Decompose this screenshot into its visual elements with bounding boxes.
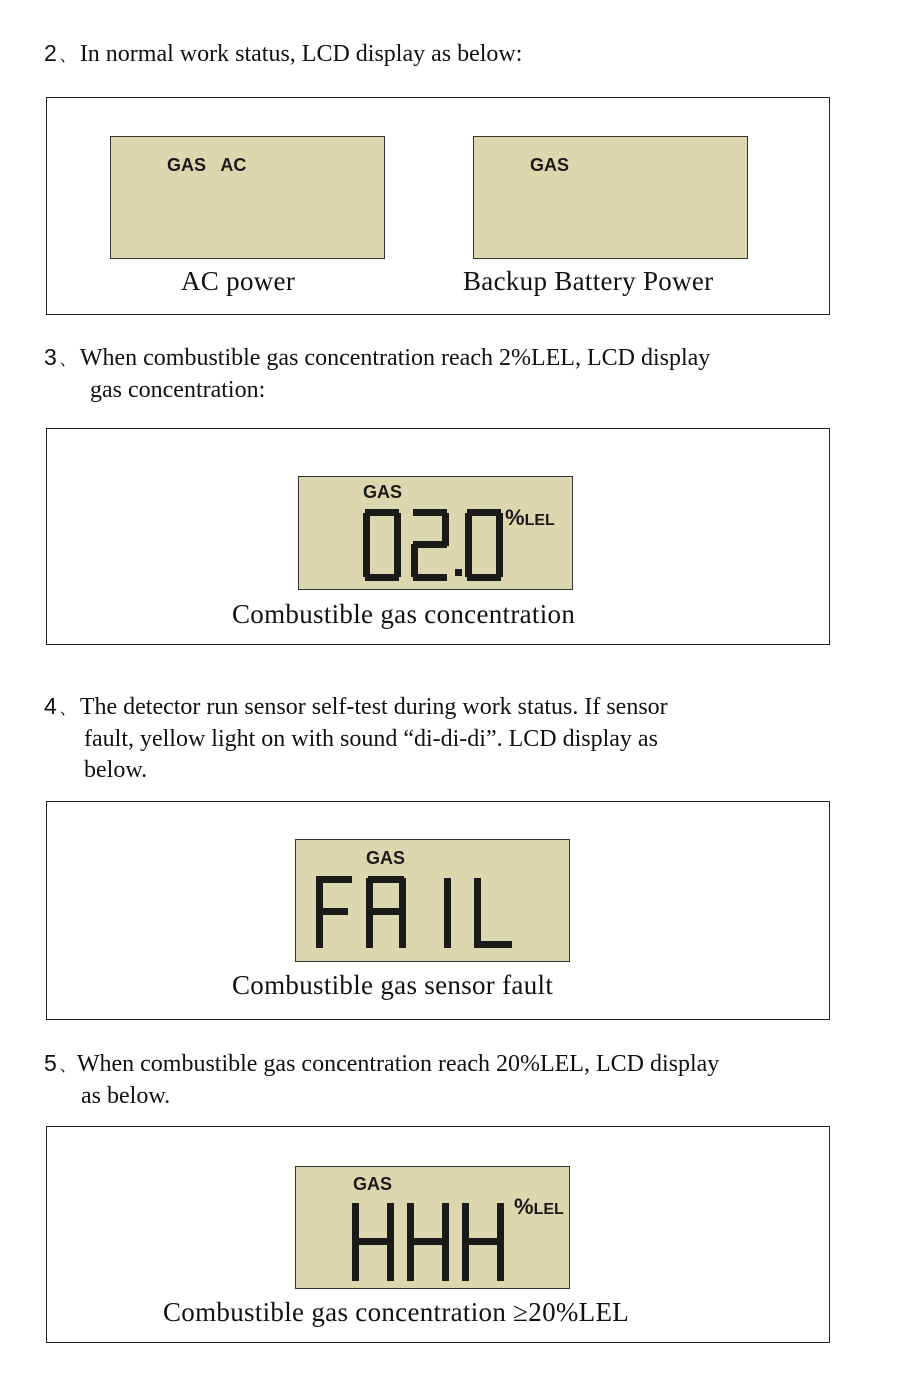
step-3-heading xyxy=(44,342,710,406)
step-text-line: gas concentration: xyxy=(90,377,266,403)
caption-ac-power: AC power xyxy=(181,266,296,296)
step-number: 2 xyxy=(44,40,57,66)
step-text-line: In normal work status, LCD display as below: xyxy=(79,41,523,67)
segment-letters-hhh xyxy=(352,1203,504,1281)
step-separator: 、 xyxy=(59,699,76,718)
unit-lel: LEL xyxy=(533,1201,564,1218)
step-text-line: When combustible gas concentration reach 2%LEL, LCD display xyxy=(79,345,711,371)
caption-gas-concentration: Combustible gas concentration xyxy=(232,599,576,629)
step-text-line: The detector run sensor self-test during work status. If sensor xyxy=(79,694,668,720)
lcd-frame-high-concentration xyxy=(46,1126,830,1343)
step-text-line: below. xyxy=(84,757,148,783)
step-2-heading xyxy=(44,38,522,71)
step-text-line: When combustible gas concentration reach 20%LEL, LCD display xyxy=(76,1051,720,1077)
unit-percent: % xyxy=(505,505,525,530)
caption-high-concentration: Combustible gas concentration ≥20%LEL xyxy=(163,1297,630,1327)
step-4-heading xyxy=(44,691,668,786)
caption-sensor-fault: Combustible gas sensor fault xyxy=(232,970,554,1000)
lcd-indicator-gas: GAS xyxy=(366,848,406,868)
lcd-indicator-gas: GAS xyxy=(353,1174,393,1194)
step-text-line: fault, yellow light on with sound “di-di-di”. LCD display as xyxy=(84,726,658,752)
step-separator: 、 xyxy=(59,1056,76,1075)
step-separator: 、 xyxy=(59,46,76,65)
lcd-frame-sensor-fault xyxy=(46,801,830,1020)
caption-backup-battery-power: Backup Battery Power xyxy=(463,266,714,296)
lcd-unit-percent-lel xyxy=(514,1194,564,1220)
lcd-screen-ac-power xyxy=(110,136,385,259)
step-number: 4 xyxy=(44,693,57,719)
lcd-frame-normal-status xyxy=(46,97,830,315)
lcd-indicator-gas-ac: GAS AC xyxy=(167,155,247,175)
lcd-unit-percent-lel xyxy=(505,505,555,531)
lcd-screen-battery-power xyxy=(473,136,748,259)
lcd-screen-concentration xyxy=(298,476,573,590)
lcd-frame-concentration xyxy=(46,428,830,645)
segment-letters-fail xyxy=(316,876,516,948)
step-5-heading xyxy=(44,1048,719,1112)
step-text-line: as below. xyxy=(81,1083,171,1109)
unit-percent: % xyxy=(514,1194,534,1219)
lcd-screen-high-concentration xyxy=(295,1166,570,1289)
lcd-segment-value xyxy=(363,509,503,581)
step-number: 3 xyxy=(44,344,57,370)
step-separator: 、 xyxy=(59,350,76,369)
step-number: 5 xyxy=(44,1050,57,1076)
segment-digits-02-0 xyxy=(363,509,503,581)
unit-lel: LEL xyxy=(524,512,555,529)
lcd-screen-sensor-fault xyxy=(295,839,570,962)
lcd-segment-value xyxy=(316,876,516,948)
lcd-indicator-gas: GAS xyxy=(530,155,570,175)
lcd-indicator-gas: GAS xyxy=(363,482,403,502)
lcd-segment-value xyxy=(352,1203,504,1281)
